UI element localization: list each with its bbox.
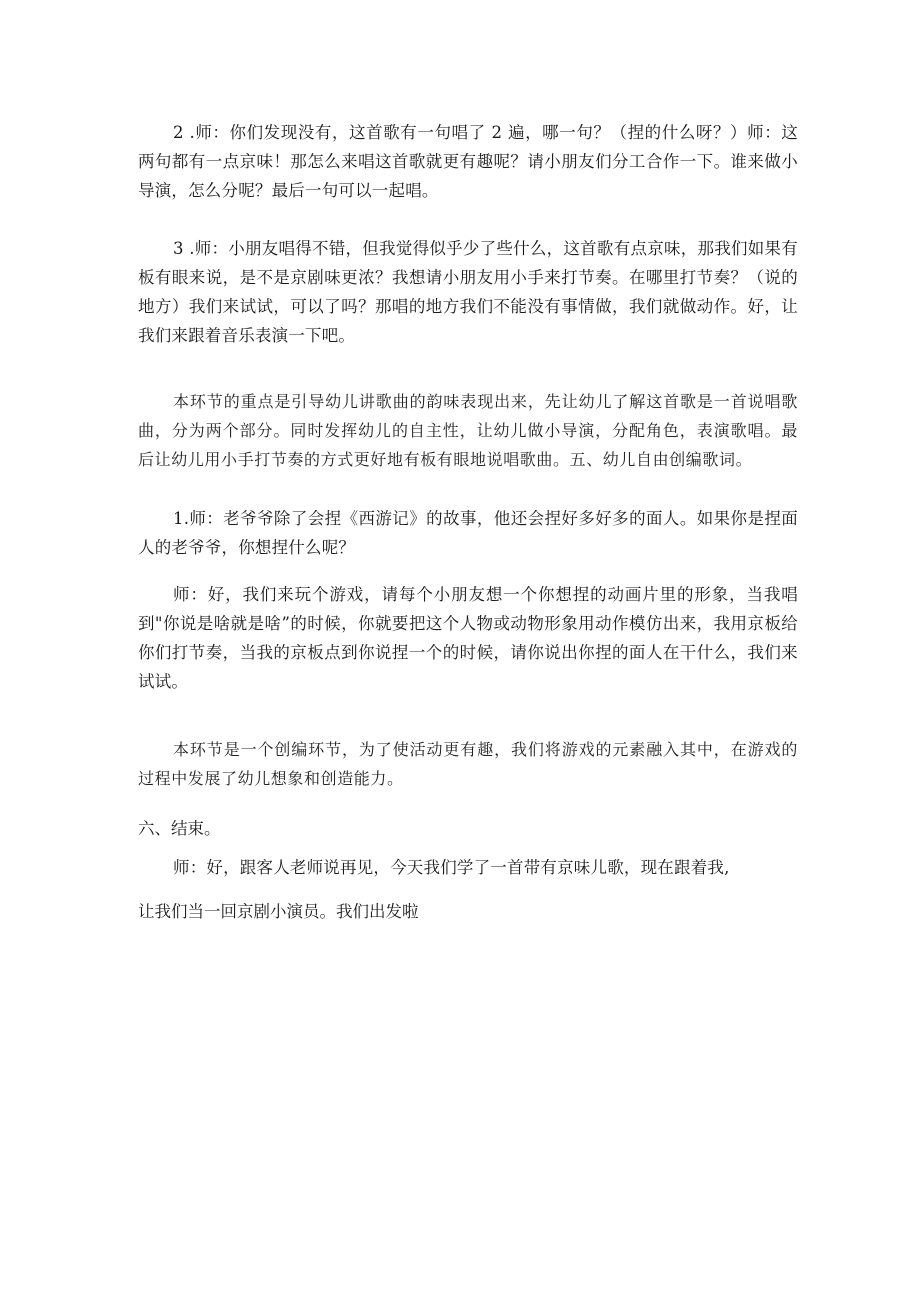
paragraph-closing-line: 让我们当一回京剧小演员。我们出发啦 [138,902,419,921]
paragraph-commentary-2: 本环节是一个创编环节，为了使活动更有趣，我们将游戏的元素融入其中，在游戏的过程中发展了幼儿想象和创造能力。 [138,740,798,788]
paragraph-commentary-1: 本环节的重点是引导幼儿讲歌曲的韵味表现出来，先让幼儿了解这首歌是一首说唱歌曲，分为两个部分。同时发挥幼儿的自主性，让幼儿做小导演，分配角色，表演歌唱。最后让幼儿用小手打节奏的方式更好地有板有眼地说唱歌曲。五、幼儿自由创编歌词。 [138,392,798,469]
section-heading-ending: 六、结束。 [138,819,221,838]
paragraph-step-5-1: 1.师：老爷爷除了会捏《西游记》的故事，他还会捏好多好多的面人。如果你是捏面人的老爷爷，你想捏什么呢？ [138,509,798,557]
paragraph-farewell: 师：好，跟客人老师说再见，今天我们学了一首带有京味儿歌，现在跟着我, [173,858,730,877]
paragraph-game-instructions: 师：好，我们来玩个游戏，请每个小朋友想一个你想捏的动画片里的形象，当我唱到"你说是啥就是啥”的时候，你就要把这个人物或动物形象用动作模仿出来，我用京板给你们打节奏，当我的京板点到你说捏一个的时候，请你说出你捏的面人在干什么，我们来试试。 [138,585,798,691]
paragraph-step-2: 2 .师：你们发现没有，这首歌有一句唱了 2 遍，哪一句？（捏的什么呀？）师：这两句都有一点京味！那怎么来唱这首歌就更有趣呢？请小朋友们分工合作一下。谁来做小导演，怎么分呢？最后一句可以一起唱。 [138,123,798,200]
paragraph-step-3: 3 .师：小朋友唱得不错，但我觉得似乎少了些什么，这首歌有点京味，那我们如果有板有眼来说，是不是京剧味更浓？我想请小朋友用小手来打节奏。在哪里打节奏？（说的地方）我们来试试，可以了吗？那唱的地方我们不能没有事情做，我们就做动作。好，让我们来跟着音乐表演一下吧。 [138,239,798,345]
